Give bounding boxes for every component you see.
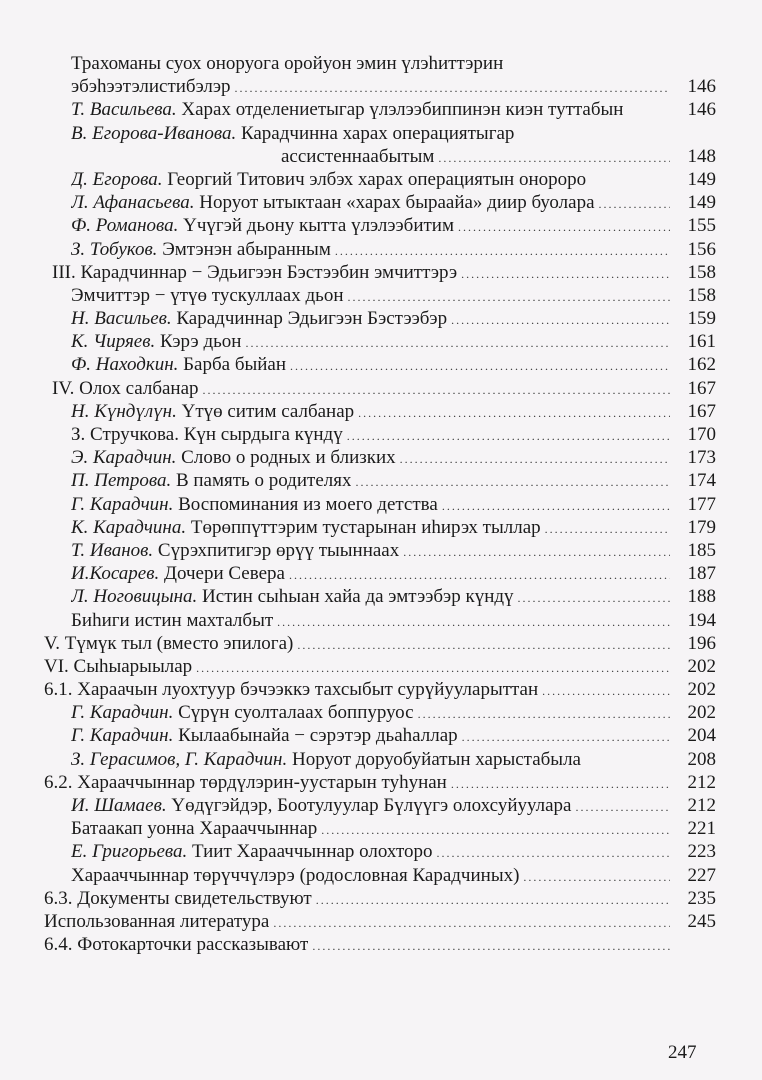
toc-entry bbox=[44, 400, 716, 423]
toc-entry-author: И.Косарев. bbox=[71, 563, 160, 585]
toc-entry-text: ассистеннаабытым bbox=[281, 145, 435, 167]
dot-leader bbox=[273, 912, 670, 935]
toc-entry-page: 196 bbox=[687, 632, 716, 654]
toc-entry-text: Үөдүгэйдэр, Боотулуулар Бүлүүгэ олохсуйуулара bbox=[166, 795, 572, 816]
toc-entry-page: 221 bbox=[687, 818, 716, 840]
toc-entry-title bbox=[71, 516, 541, 539]
toc-entry-page: 156 bbox=[687, 238, 716, 260]
toc-entry bbox=[44, 933, 716, 956]
toc-entry-title bbox=[71, 539, 399, 562]
toc-entry-author: Н. Күндүлүн. bbox=[71, 400, 177, 422]
toc-entry-page: 202 bbox=[687, 702, 716, 724]
toc-entry-page: 167 bbox=[687, 400, 716, 422]
toc-entry-page: 155 bbox=[687, 215, 716, 237]
toc-entry-title bbox=[44, 655, 192, 678]
toc-entry-page: 146 bbox=[687, 99, 716, 121]
toc-entry-author: Т. Иванов. bbox=[71, 539, 154, 561]
toc-entry-author: Г. Карадчин. bbox=[71, 702, 174, 724]
toc-entry-text: Сүрүн суолталаах боппуруос bbox=[173, 702, 414, 724]
toc-entry-title bbox=[71, 817, 317, 840]
toc-entry-text: III. Карадчиннар − Эдьигээн Бэстээбин эмчиттэрэ bbox=[52, 261, 458, 283]
toc-entry-title bbox=[71, 609, 273, 632]
toc-entry-title bbox=[71, 562, 285, 585]
toc-entry bbox=[44, 377, 716, 400]
dot-leader bbox=[418, 703, 670, 726]
dot-leader bbox=[576, 796, 671, 819]
dot-leader bbox=[290, 355, 670, 378]
toc-entry-page: 162 bbox=[687, 354, 716, 376]
toc-entry-page: 208 bbox=[687, 748, 716, 770]
toc-entry-text: Норуот доруобуйатын харыстабыла bbox=[287, 748, 581, 770]
toc-entry-page: 223 bbox=[687, 841, 716, 863]
toc-entry-title bbox=[71, 469, 351, 492]
toc-entry bbox=[44, 122, 716, 145]
toc-entry-title bbox=[71, 75, 231, 98]
dot-leader bbox=[196, 657, 670, 680]
dot-leader bbox=[518, 587, 670, 610]
toc-entry-title bbox=[71, 423, 343, 446]
toc-entry-title bbox=[52, 377, 199, 400]
toc-entry bbox=[44, 840, 716, 863]
toc-entry bbox=[44, 145, 716, 168]
toc-entry bbox=[44, 562, 716, 585]
toc-entry-author: Л. Афанасьева. bbox=[71, 192, 195, 214]
toc-entry-text: Дочери Севера bbox=[159, 563, 285, 585]
dot-leader bbox=[297, 634, 670, 657]
toc-entry-text: Үтүө ситим салбанар bbox=[176, 400, 355, 422]
toc-entry bbox=[44, 609, 716, 632]
toc-entry bbox=[44, 98, 716, 121]
toc-entry-title bbox=[71, 724, 458, 747]
dot-leader bbox=[312, 935, 670, 958]
dot-leader bbox=[599, 193, 670, 216]
toc-entry-page: 170 bbox=[687, 424, 716, 445]
toc-entry-text: Использованная литература bbox=[44, 910, 270, 932]
toc-entry-text: Георгий Титович элбэх харах операциятын онороро bbox=[162, 168, 587, 190]
toc-entry bbox=[44, 817, 716, 840]
toc-entry-title bbox=[71, 794, 572, 817]
toc-entry-text: Истин сыhыан хайа да эмтээбэр күндү bbox=[197, 586, 514, 608]
toc-entry-title bbox=[71, 493, 438, 516]
toc-entry-page: 202 bbox=[687, 655, 716, 677]
toc-entry-title bbox=[44, 678, 538, 701]
toc-entry-page: 177 bbox=[687, 493, 716, 515]
toc-entry-title bbox=[71, 168, 586, 191]
dot-leader bbox=[203, 379, 670, 402]
toc-entry-text: Барба быйан bbox=[178, 354, 287, 376]
toc-entry bbox=[44, 539, 716, 562]
dot-leader bbox=[542, 680, 670, 703]
toc-entry bbox=[44, 678, 716, 701]
toc-entry-title bbox=[71, 98, 623, 121]
toc-entry-text: Норуот ытыктаан «харах быраайа» диир буолара bbox=[194, 192, 595, 214]
toc-entry-page: 159 bbox=[687, 308, 716, 330]
toc-entry-title bbox=[71, 446, 396, 469]
toc-entry-page: 227 bbox=[687, 864, 716, 886]
toc-entry-author: Г. Карадчин. bbox=[71, 493, 174, 515]
toc-entry-text: Үчүгэй дьону кытта үлэлээбитим bbox=[178, 215, 454, 237]
toc-entry-text: З. Стручкова. Күн сырдыга күндү bbox=[71, 424, 343, 445]
toc-entry-text: Эмтэнэн абыранным bbox=[157, 238, 331, 260]
toc-entry-title bbox=[281, 145, 434, 168]
toc-entry-author: З. Тобуков. bbox=[71, 238, 158, 260]
dot-leader bbox=[235, 77, 670, 100]
toc-entry-text: Слово о родных и близких bbox=[176, 447, 396, 469]
toc-entry-text: Биhиги истин махталбыт bbox=[71, 609, 274, 631]
toc-entry bbox=[44, 353, 716, 376]
toc-entry-page: 188 bbox=[687, 586, 716, 608]
toc-entry-text: Кэрэ дьон bbox=[155, 331, 242, 353]
toc-entry-author: В. Егорова-Иванова. bbox=[71, 122, 237, 144]
dot-leader bbox=[461, 263, 670, 286]
toc-entry-page: 167 bbox=[687, 377, 716, 399]
toc-entry-title bbox=[71, 238, 331, 261]
toc-entry-author: Н. Васильев. bbox=[71, 308, 172, 330]
toc-entry-text: Карадчинна харах операциятыгар bbox=[236, 122, 515, 144]
toc-entry-page: 158 bbox=[687, 284, 716, 306]
dot-leader bbox=[347, 425, 670, 448]
dot-leader bbox=[277, 611, 670, 634]
dot-leader bbox=[289, 564, 670, 587]
toc-entry-author: Э. Карадчин. bbox=[71, 447, 177, 469]
toc-entry bbox=[44, 261, 716, 284]
toc-entry bbox=[44, 864, 716, 887]
toc-entry bbox=[44, 214, 716, 237]
toc-entry-page: 149 bbox=[687, 192, 716, 214]
toc-entry-page: 174 bbox=[687, 470, 716, 492]
toc-entry bbox=[44, 446, 716, 469]
toc-entry bbox=[44, 724, 716, 747]
toc-entry-text: 6.2. Харааччыннар төрдүлэрин-уустарын туhунан bbox=[44, 771, 447, 793]
toc-entry-title bbox=[44, 910, 269, 933]
toc-entry-title bbox=[44, 771, 447, 794]
toc-entry-page: 149 bbox=[687, 168, 716, 190]
toc-entry-author: З. Герасимов, Г. Карадчин. bbox=[71, 748, 288, 770]
toc-entry-text: Воспоминания из моего детства bbox=[173, 493, 438, 515]
toc-entry bbox=[44, 794, 716, 817]
toc-entry-title bbox=[44, 933, 308, 956]
toc-entry-author: И. Шамаев. bbox=[71, 795, 167, 816]
table-of-contents bbox=[44, 52, 716, 956]
dot-leader bbox=[442, 495, 670, 518]
toc-entry-text: 6.3. Документы свидетельствуют bbox=[44, 887, 312, 909]
toc-entry-text: эбэhээтэлистибэлэр bbox=[71, 76, 231, 98]
toc-entry-title bbox=[71, 400, 354, 423]
toc-entry-page: 185 bbox=[687, 539, 716, 561]
dot-leader bbox=[335, 240, 670, 263]
dot-leader bbox=[523, 866, 670, 889]
dot-leader bbox=[316, 889, 670, 912]
toc-entry-title bbox=[71, 122, 514, 145]
toc-entry-title bbox=[71, 701, 414, 724]
toc-entry-page: 212 bbox=[687, 795, 716, 816]
toc-entry-page: 194 bbox=[687, 609, 716, 631]
toc-entry bbox=[44, 701, 716, 724]
dot-leader bbox=[451, 773, 670, 796]
toc-entry-title bbox=[71, 330, 241, 353]
toc-entry bbox=[44, 75, 716, 98]
toc-entry-page: 173 bbox=[687, 447, 716, 469]
dot-leader bbox=[438, 147, 670, 170]
toc-entry-page: 146 bbox=[687, 76, 716, 98]
toc-entry bbox=[44, 910, 716, 933]
toc-entry bbox=[44, 655, 716, 678]
toc-entry-text: Тиит Харааччыннар олохторо bbox=[187, 841, 433, 863]
toc-entry-title bbox=[71, 52, 503, 75]
dot-leader bbox=[403, 541, 670, 564]
toc-entry-title bbox=[44, 632, 293, 655]
toc-entry-text: Сүрэхпитигэр өрүү тыыннаах bbox=[153, 539, 400, 561]
toc-entry-title bbox=[71, 864, 519, 887]
toc-entry-title bbox=[71, 307, 447, 330]
toc-entry-page: 148 bbox=[687, 145, 716, 167]
toc-entry-text: IV. Олох салбанар bbox=[52, 377, 199, 399]
toc-entry-text: Төрөппүттэрим тустарынан иhирэх тыллар bbox=[186, 516, 541, 538]
toc-entry-title bbox=[71, 214, 454, 237]
toc-entry-author: К. Чиряев. bbox=[71, 331, 156, 353]
toc-entry bbox=[44, 168, 716, 191]
dot-leader bbox=[458, 216, 670, 239]
toc-entry bbox=[44, 238, 716, 261]
dot-leader bbox=[355, 471, 670, 494]
toc-entry-author: К. Карадчина. bbox=[71, 516, 187, 538]
toc-entry-text: Харах отделениетыгар үлэлээбиппинэн киэн туттабын bbox=[176, 99, 624, 121]
dot-leader bbox=[462, 726, 670, 749]
toc-entry-page: 245 bbox=[687, 910, 716, 932]
toc-entry bbox=[44, 423, 716, 446]
toc-entry bbox=[44, 771, 716, 794]
dot-leader bbox=[348, 286, 671, 309]
toc-entry bbox=[44, 330, 716, 353]
toc-entry-text: Карадчиннар Эдьигээн Бэстээбэр bbox=[171, 308, 448, 330]
dot-leader bbox=[321, 819, 670, 842]
toc-entry-page: 158 bbox=[687, 261, 716, 283]
toc-entry-text: Харааччыннар төрүччүлэрэ (родословная Карадчиных) bbox=[71, 864, 520, 886]
toc-entry-author: Д. Егорова. bbox=[71, 168, 163, 190]
toc-entry-text: Батаакап уонна Харааччыннар bbox=[71, 818, 318, 840]
toc-entry bbox=[44, 632, 716, 655]
toc-entry-page: 179 bbox=[687, 516, 716, 538]
toc-entry bbox=[44, 52, 716, 75]
dot-leader bbox=[437, 842, 670, 865]
toc-entry bbox=[44, 191, 716, 214]
toc-entry-page: 202 bbox=[687, 679, 716, 701]
toc-entry bbox=[44, 516, 716, 539]
toc-entry-text: Трахоманы суох оноруога оройуон эмин үлэhиттэрин bbox=[71, 53, 504, 74]
toc-entry-author: Е. Григорьева. bbox=[71, 841, 188, 863]
toc-entry-author: Ф. Находкин. bbox=[71, 354, 179, 376]
dot-leader bbox=[400, 448, 670, 471]
toc-entry bbox=[44, 887, 716, 910]
toc-entry-author: Л. Ноговицына. bbox=[71, 586, 198, 608]
toc-entry-author: П. Петрова. bbox=[71, 470, 172, 492]
toc-entry-title bbox=[52, 261, 457, 284]
toc-entry-text: VI. Сыhыарыылар bbox=[44, 655, 193, 677]
toc-entry bbox=[44, 493, 716, 516]
toc-entry-page: 204 bbox=[687, 725, 716, 747]
toc-entry-title bbox=[71, 585, 514, 608]
dot-leader bbox=[545, 518, 670, 541]
toc-entry-page: 187 bbox=[687, 563, 716, 585]
toc-entry-title bbox=[44, 887, 312, 910]
toc-entry-text: Кылаабынайа − сэрэтэр дьаhаллар bbox=[173, 725, 458, 747]
toc-entry-author: Т. Васильева. bbox=[71, 99, 177, 121]
toc-entry-text: 6.4. Фотокарточки рассказывают bbox=[44, 934, 309, 956]
toc-entry bbox=[44, 748, 716, 771]
toc-entry-title bbox=[71, 748, 581, 771]
toc-entry-page: 161 bbox=[687, 331, 716, 353]
dot-leader bbox=[245, 332, 670, 355]
toc-entry bbox=[44, 469, 716, 492]
toc-entry bbox=[44, 284, 716, 307]
toc-entry bbox=[44, 585, 716, 608]
toc-entry-text: 6.1. Хараачын луохтуур бэчээккэ тахсыбыт сурүйууларыттан bbox=[44, 679, 539, 701]
page-number: 247 bbox=[668, 1042, 697, 1063]
dot-leader bbox=[358, 402, 670, 425]
toc-entry-author: Г. Карадчин. bbox=[71, 725, 174, 747]
toc-entry-title bbox=[71, 191, 595, 214]
toc-entry-title bbox=[71, 840, 433, 863]
toc-entry-page: 235 bbox=[687, 887, 716, 909]
toc-entry-text: Эмчиттэр − үтүө тускуллаах дьон bbox=[71, 284, 344, 306]
toc-entry-title bbox=[71, 353, 286, 376]
toc-entry bbox=[44, 307, 716, 330]
toc-entry-author: Ф. Романова. bbox=[71, 215, 179, 237]
toc-entry-text: В память о родителях bbox=[171, 470, 352, 492]
dot-leader bbox=[451, 309, 670, 332]
toc-entry-title bbox=[71, 284, 344, 307]
toc-entry-page: 212 bbox=[687, 771, 716, 793]
toc-entry-text: V. Түмүк тыл (вместо эпилога) bbox=[44, 632, 294, 654]
